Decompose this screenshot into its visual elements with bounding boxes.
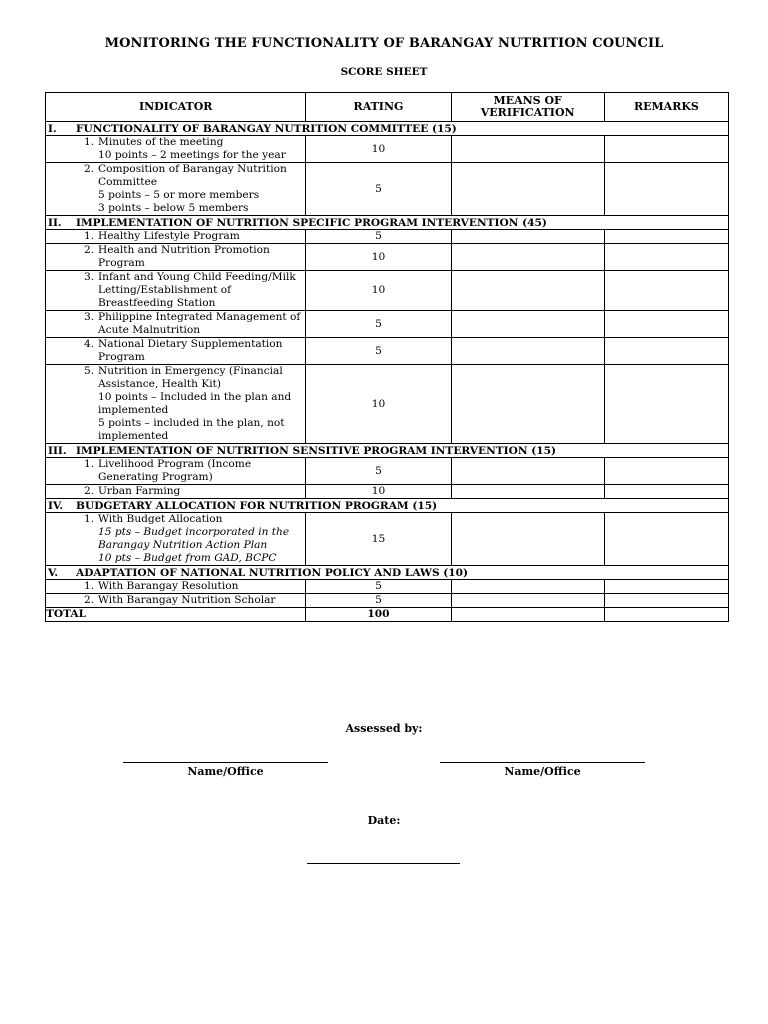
means-of-verification-label: MEANS OF VERIFICATION (480, 94, 575, 119)
means-of-verification-cell[interactable] (451, 608, 604, 622)
table-row (46, 365, 729, 444)
column-header-indicator: INDICATOR (46, 93, 306, 122)
section-number: I. (48, 122, 57, 135)
means-of-verification-cell[interactable] (451, 163, 604, 216)
rating-cell: 10 (306, 485, 451, 499)
indicator-cell (46, 136, 306, 163)
rating-cell: 5 (306, 458, 451, 485)
indicator-wrap (46, 271, 305, 310)
item-line: Livelihood Program (Income Generating Program) (98, 458, 252, 483)
column-header-means-of-verification (451, 93, 604, 122)
section-number: V. (48, 566, 59, 579)
table-row (46, 338, 729, 365)
remarks-cell[interactable] (604, 513, 728, 566)
item-line: Healthy Lifestyle Program (98, 230, 240, 242)
table-row (46, 244, 729, 271)
item-line: Health and Nutrition Promotion Program (98, 244, 270, 269)
indicator-cell (46, 311, 306, 338)
item-number-box (46, 244, 98, 270)
means-of-verification-cell[interactable] (451, 244, 604, 271)
indicator-cell (46, 580, 306, 594)
section-title: FUNCTIONALITY OF BARANGAY NUTRITION COMMITTEE (15) (76, 122, 457, 135)
remarks-cell[interactable] (604, 311, 728, 338)
section-title: IMPLEMENTATION OF NUTRITION SENSITIVE PROGRAM INTERVENTION (15) (76, 444, 557, 457)
item-line: Philippine Integrated Management of Acute Malnutrition (98, 311, 301, 336)
table-row (46, 163, 729, 216)
section-header (46, 444, 729, 458)
rating-cell: 10 (306, 365, 451, 444)
item-text (98, 365, 305, 443)
section-row (46, 216, 729, 230)
table-row (46, 513, 729, 566)
document-title: MONITORING THE FUNCTIONALITY OF BARANGAY NUTRITION COUNCIL (104, 36, 664, 51)
item-number-box (46, 163, 98, 215)
total-value: 100 (306, 608, 451, 622)
indicator-cell (46, 365, 306, 444)
section-header (46, 566, 729, 580)
item-number-box (46, 311, 98, 337)
signature-block-right (440, 762, 645, 778)
table-row (46, 458, 729, 485)
indicator-cell (46, 271, 306, 311)
signature-line-right[interactable] (440, 762, 645, 763)
section-row (46, 444, 729, 458)
indicator-wrap (46, 136, 305, 162)
rating-cell: 5 (306, 594, 451, 608)
section-row (46, 122, 729, 136)
signature-line-left[interactable] (123, 762, 328, 763)
section-row (46, 499, 729, 513)
section-title: IMPLEMENTATION OF NUTRITION SPECIFIC PROGRAM INTERVENTION (45) (76, 216, 547, 229)
item-number-box (46, 365, 98, 443)
rating-cell: 10 (306, 244, 451, 271)
means-of-verification-cell[interactable] (451, 230, 604, 244)
indicator-cell (46, 513, 306, 566)
item-line: Composition of Barangay Nutrition Committee (98, 163, 287, 188)
section-title: BUDGETARY ALLOCATION FOR NUTRITION PROGRAM (15) (76, 499, 438, 512)
remarks-cell[interactable] (604, 365, 728, 444)
item-text (98, 485, 305, 498)
rating-cell: 5 (306, 311, 451, 338)
indicator-cell (46, 230, 306, 244)
rating-cell: 10 (306, 271, 451, 311)
indicator-wrap (46, 230, 305, 243)
rating-cell: 5 (306, 338, 451, 365)
item-text (98, 580, 305, 593)
item-number: 5. (84, 365, 95, 377)
item-number: 1. (84, 458, 95, 470)
item-line: With Barangay Nutrition Scholar (98, 594, 276, 606)
indicator-wrap (46, 244, 305, 270)
item-number: 4. (84, 338, 95, 350)
means-of-verification-cell[interactable] (451, 594, 604, 608)
item-number-box (46, 230, 98, 243)
item-number: 1. (84, 580, 95, 592)
section-title: ADAPTATION OF NATIONAL NUTRITION POLICY AND LAWS (10) (76, 566, 469, 579)
item-number: 2. (84, 485, 95, 497)
item-number: 1. (84, 230, 95, 242)
means-of-verification-cell[interactable] (451, 271, 604, 311)
table-row (46, 594, 729, 608)
section-header (46, 499, 729, 513)
column-header-rating: RATING (306, 93, 451, 122)
signature-block-left (123, 762, 328, 778)
item-number-box (46, 136, 98, 162)
item-text (98, 458, 305, 484)
item-text (98, 338, 305, 364)
item-number: 2. (84, 244, 95, 256)
item-number-box (46, 513, 98, 565)
item-line: Urban Farming (98, 485, 181, 497)
item-number-box (46, 271, 98, 310)
remarks-cell[interactable] (604, 594, 728, 608)
section-header (46, 122, 729, 136)
signature-label-left: Name/Office (187, 765, 264, 778)
item-line-italic: 15 pts – Budget incorporated in the Barangay Nutrition Action Plan (98, 526, 290, 551)
section-row (46, 566, 729, 580)
item-number: 3. (84, 271, 95, 283)
section-number: IV. (48, 499, 64, 512)
table-row (46, 271, 729, 311)
item-number: 2. (84, 163, 95, 175)
item-number-box (46, 338, 98, 364)
item-line: Nutrition in Emergency (Financial Assistance, Health Kit) (98, 365, 283, 390)
total-row (46, 608, 729, 622)
score-table (45, 92, 729, 622)
remarks-cell[interactable] (604, 271, 728, 311)
indicator-wrap (46, 338, 305, 364)
rating-cell: 5 (306, 580, 451, 594)
item-number: 2. (84, 594, 95, 606)
remarks-cell[interactable] (604, 136, 728, 163)
item-number-box (46, 458, 98, 484)
means-of-verification-cell[interactable] (451, 458, 604, 485)
indicator-wrap (46, 513, 305, 565)
item-line: National Dietary Supplementation Program (98, 338, 283, 363)
item-text (98, 136, 305, 162)
indicator-cell (46, 338, 306, 365)
remarks-cell[interactable] (604, 163, 728, 216)
table-row (46, 580, 729, 594)
means-of-verification-cell[interactable] (451, 338, 604, 365)
indicator-wrap (46, 485, 305, 498)
rating-cell: 5 (306, 230, 451, 244)
item-line: Infant and Young Child Feeding/Milk Letting/Establishment of Breastfeeding Station (98, 271, 296, 309)
indicator-cell (46, 458, 306, 485)
remarks-cell[interactable] (604, 230, 728, 244)
item-line: 10 points – Included in the plan and implemented (98, 391, 292, 416)
item-text (98, 594, 305, 607)
item-number: 3. (84, 311, 95, 323)
indicator-wrap (46, 365, 305, 443)
item-text (98, 513, 305, 565)
remarks-cell[interactable] (604, 338, 728, 365)
table-row (46, 485, 729, 499)
item-line-italic: 10 pts – Budget from GAD, BCPC (98, 552, 277, 564)
indicator-cell (46, 244, 306, 271)
item-text (98, 230, 305, 243)
indicator-wrap (46, 580, 305, 593)
date-line[interactable] (307, 863, 460, 864)
item-text (98, 244, 305, 270)
remarks-cell[interactable] (604, 458, 728, 485)
table-header-row (46, 93, 729, 122)
column-header-remarks: REMARKS (604, 93, 728, 122)
assessed-by-label: Assessed by: (345, 722, 423, 735)
rating-cell: 10 (306, 136, 451, 163)
item-number: 1. (84, 513, 95, 525)
remarks-cell[interactable] (604, 244, 728, 271)
item-number-box (46, 485, 98, 498)
table-row (46, 136, 729, 163)
item-line: With Budget Allocation (98, 513, 223, 525)
means-of-verification-cell[interactable] (451, 580, 604, 594)
document-subtitle: SCORE SHEET (340, 66, 428, 78)
table-row (46, 230, 729, 244)
table-row (46, 311, 729, 338)
signature-label-right: Name/Office (504, 765, 581, 778)
rating-cell: 5 (306, 163, 451, 216)
indicator-cell (46, 594, 306, 608)
means-of-verification-cell[interactable] (451, 485, 604, 499)
item-line: 5 points – 5 or more members (98, 189, 260, 201)
indicator-wrap (46, 311, 305, 337)
item-number: 1. (84, 136, 95, 148)
remarks-cell[interactable] (604, 608, 728, 622)
score-table-body (46, 122, 729, 622)
item-line: 3 points – below 5 members (98, 202, 249, 214)
means-of-verification-cell[interactable] (451, 136, 604, 163)
section-number: II. (48, 216, 62, 229)
item-text (98, 163, 305, 215)
item-number-box (46, 594, 98, 607)
remarks-cell[interactable] (604, 580, 728, 594)
section-header (46, 216, 729, 230)
date-label: Date: (367, 814, 401, 827)
means-of-verification-cell[interactable] (451, 513, 604, 566)
means-of-verification-cell[interactable] (451, 365, 604, 444)
item-line: Minutes of the meeting (98, 136, 224, 148)
indicator-wrap (46, 458, 305, 484)
item-text (98, 311, 305, 337)
total-label: TOTAL (46, 608, 306, 622)
remarks-cell[interactable] (604, 485, 728, 499)
indicator-cell (46, 485, 306, 499)
indicator-cell (46, 163, 306, 216)
item-number-box (46, 580, 98, 593)
section-number: III. (48, 444, 67, 457)
indicator-wrap (46, 594, 305, 607)
item-line: With Barangay Resolution (98, 580, 239, 592)
item-line: 10 points – 2 meetings for the year (98, 149, 286, 161)
item-line: 5 points – included in the plan, not implemented (98, 417, 285, 442)
means-of-verification-cell[interactable] (451, 311, 604, 338)
rating-cell: 15 (306, 513, 451, 566)
indicator-wrap (46, 163, 305, 215)
item-text (98, 271, 305, 310)
